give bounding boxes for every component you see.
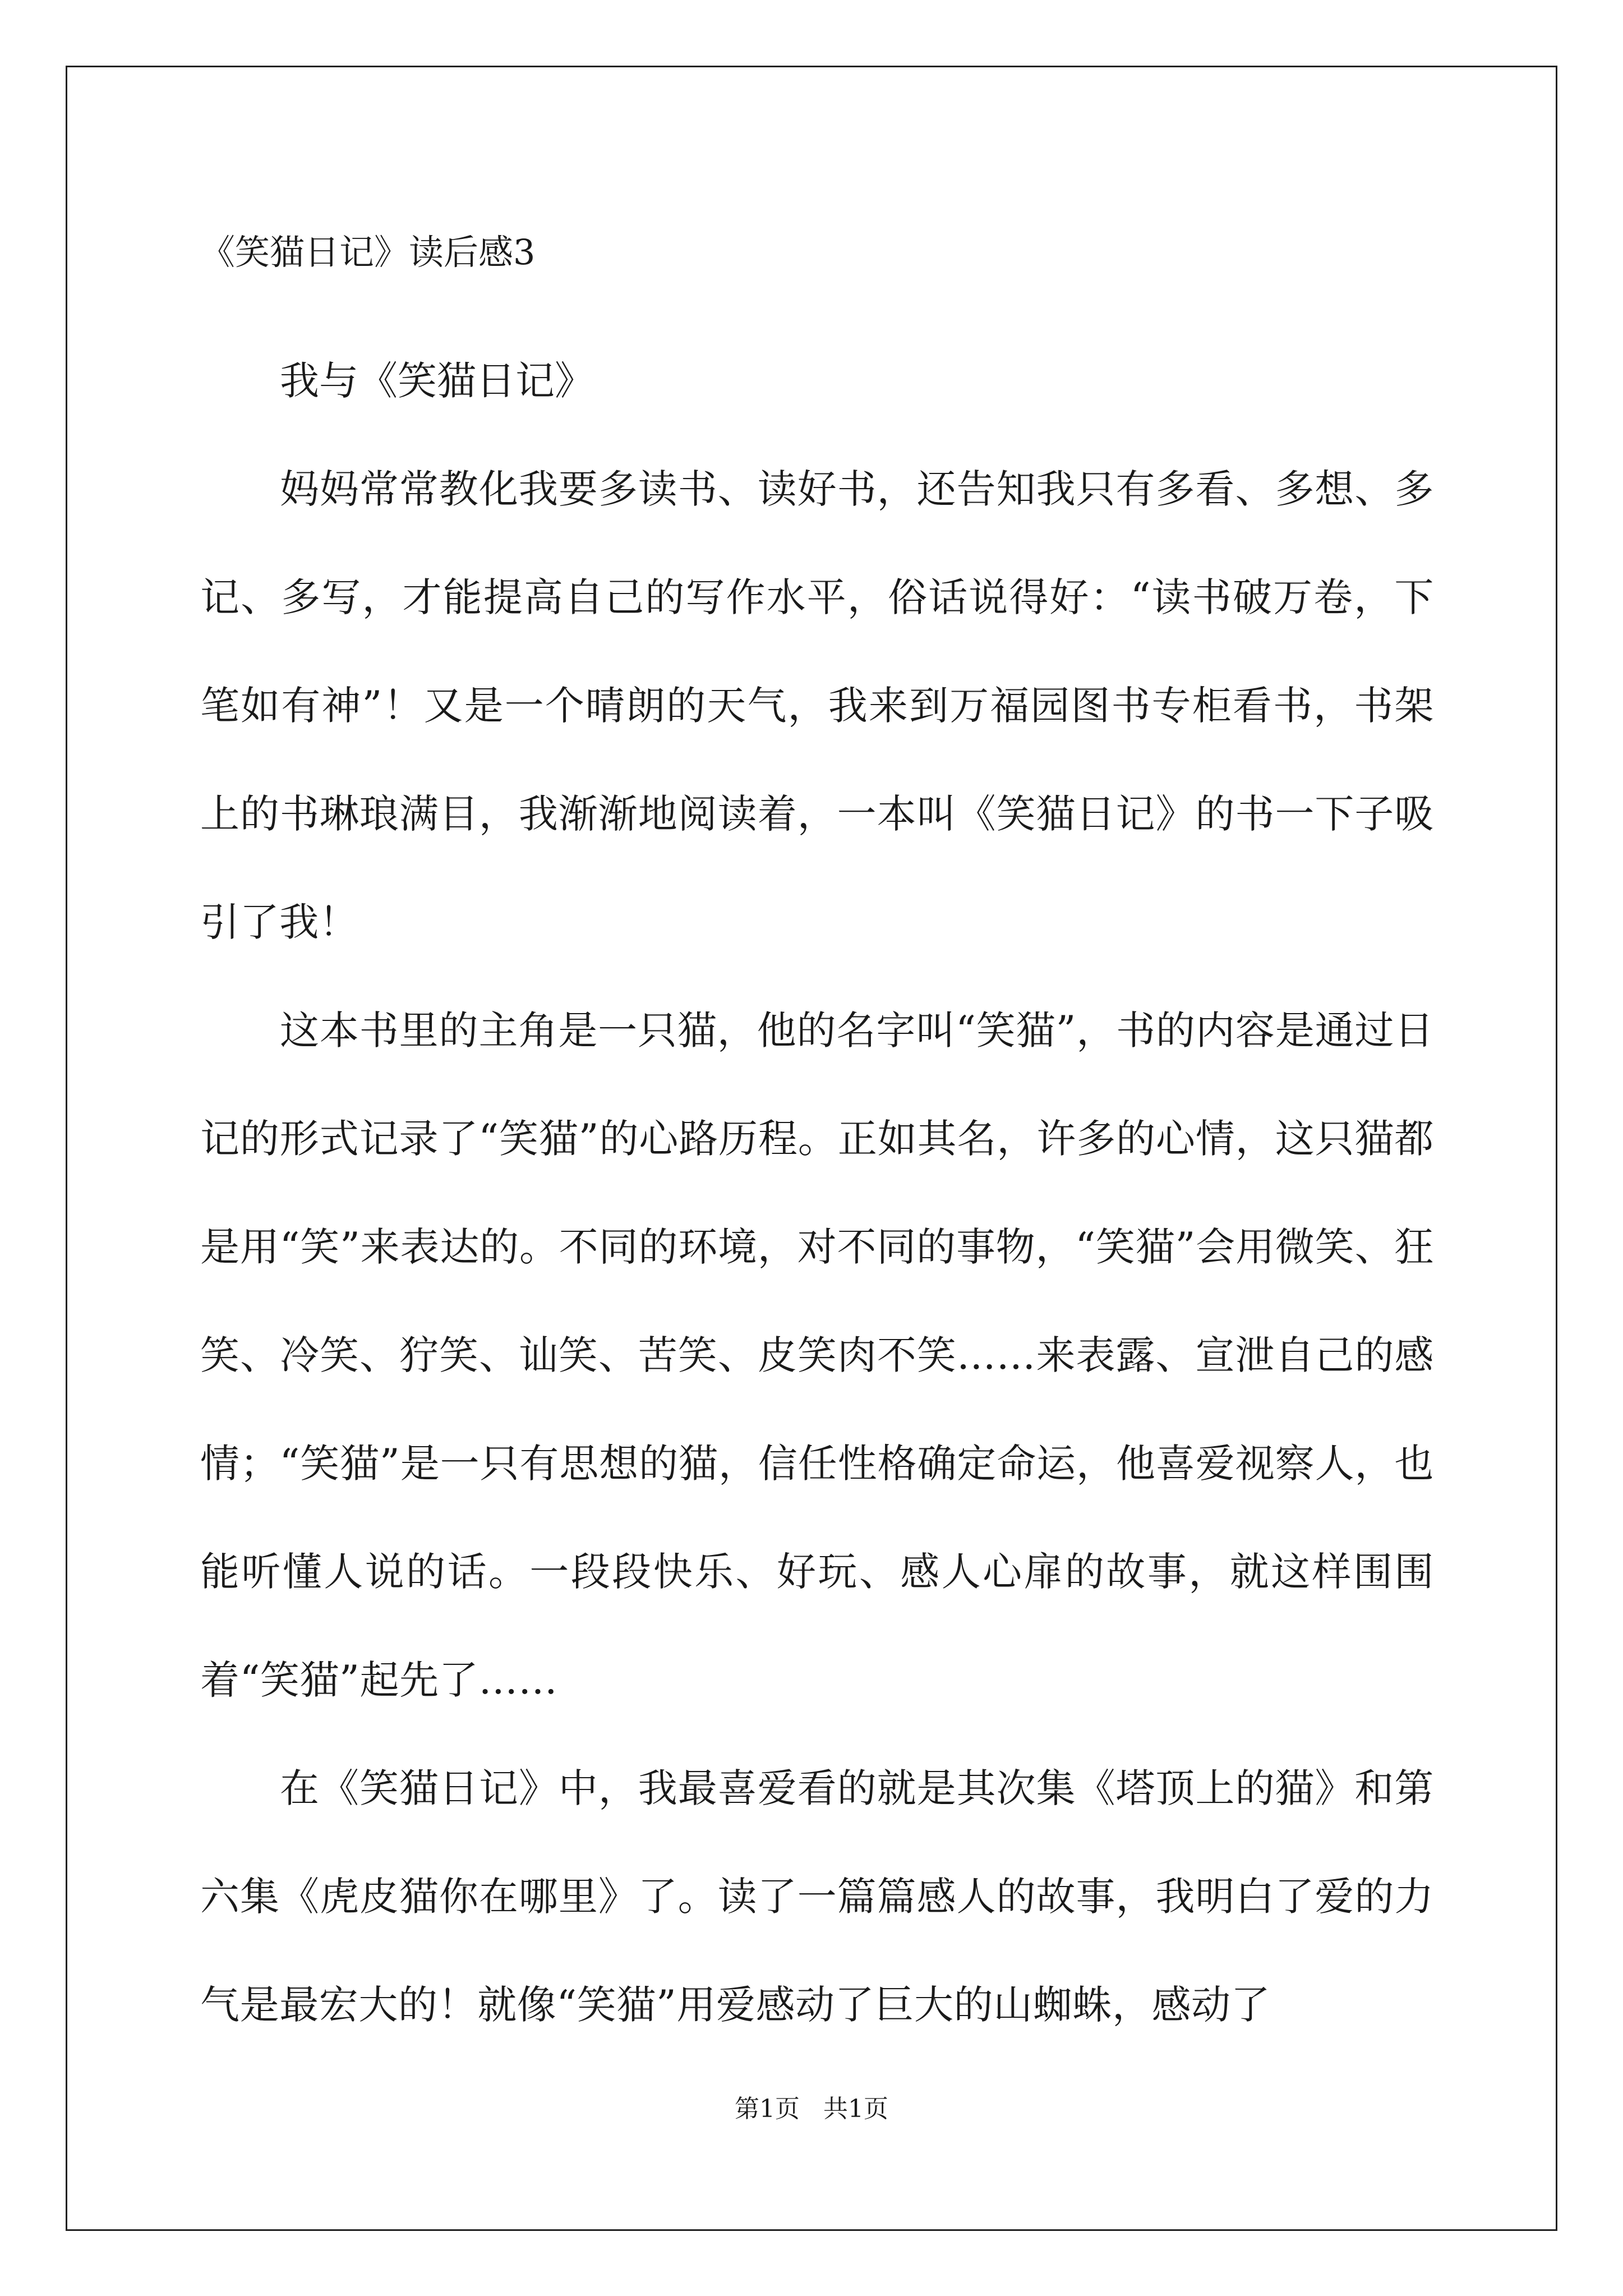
page-footer: 第1页 共1页 bbox=[735, 2095, 888, 2123]
document-subtitle: 我与《笑猫日记》 bbox=[280, 358, 594, 404]
paragraph-2: 这本书里的主角是一只猫，他的名字叫“笑猫”，书的内容是通过日记的形式记录了“笑猫”的心路历程。正如其名，许多的心情，这只猫都是用“笑”来表达的。不同的环境，对不同的事物，“笑猫”会用微笑、狂笑、冷笑、狞笑、讪笑、苦笑、皮笑肉不笑……来表露、宣泄自己的感情；“笑猫”是一只有思想的猫，信任性格确定命运，他喜爱视察人，也能听懂人说的话。一段段快乐、好玩、感人心扉的故事，就这样围围着“笑猫”起先了…… bbox=[200, 1007, 1434, 1703]
document-body bbox=[200, 219, 1434, 2059]
document-title: 《笑猫日记》读后感3 bbox=[200, 232, 536, 273]
paragraph-3: 在《笑猫日记》中，我最喜爱看的就是其次集《塔顶上的猫》和第六集《虎皮猫你在哪里》了。读了一篇篇感人的故事，我明白了爱的力气是最宏大的！就像“笑猫”用爱感动了巨大的山蜘蛛，感动了 bbox=[200, 1765, 1434, 2028]
paragraph-1: 妈妈常常教化我要多读书、读好书，还告知我只有多看、多想、多记、多写，才能提高自己的写作水平，俗话说得好：“读书破万卷，下笔如有神”！又是一个晴朗的天气，我来到万福园图书专柜看书，书架上的书琳琅满目，我渐渐地阅读着，一本叫《笑猫日记》的书一下子吸引了我！ bbox=[200, 466, 1434, 945]
